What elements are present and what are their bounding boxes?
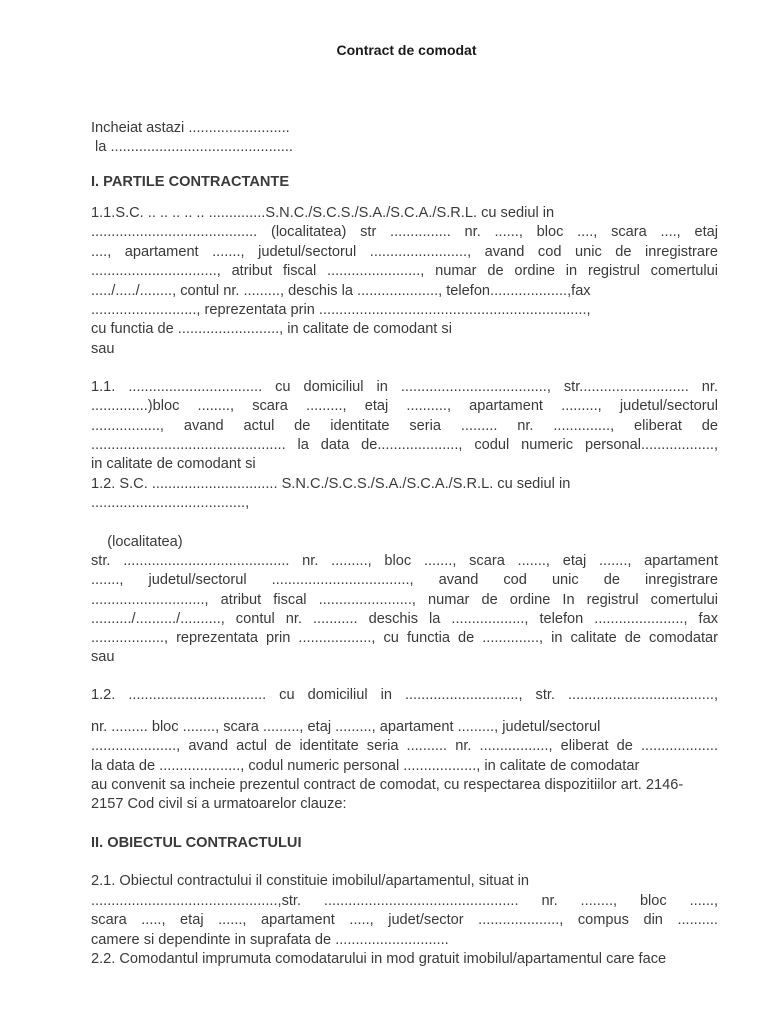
text-line: ............................, atribut fiscal ......................., numar de ordine In registrul comertului xyxy=(91,592,718,608)
text-line: 1.1.S.C. .. .. .. .. .. ..............S.N.C./S.C.S./S.A./S.C.A./S.R.L. cu sediul in xyxy=(91,205,555,221)
text-line: 2.2. Comodantul imprumuta comodatarului in mod gratuit imobilul/apartamentul care face xyxy=(91,951,667,967)
text-line: ................................................ la data de...................., codul numeric personal.................., xyxy=(91,437,718,453)
text-line: 2.1. Obiectul contractului il constituie imobilul/apartamentul, situat in xyxy=(91,873,530,889)
document-title: Contract de comodat xyxy=(336,42,477,58)
text-line: scara ....., etaj ......, apartament ....., judet/sector ...................., compus din .......... xyxy=(91,912,718,928)
text-line: ........../........../.........., contul nr. ........... deschis la .................., telefon ......................, fax xyxy=(91,611,718,627)
text-line: 1.1. ................................. cu domiciliul in ...................................., str........................... nr. xyxy=(91,379,718,395)
text-line: camere si dependinte in suprafata de ............................ xyxy=(91,932,449,948)
text-line: 2157 Cod civil si a urmatoarelor clauze: xyxy=(91,796,347,812)
text-line: str. ......................................... nr. ........., bloc ......., scara ......., etaj ......., apartament xyxy=(91,553,718,569)
text-line: ......................................, xyxy=(91,495,250,511)
text-line: in calitate de comodant si xyxy=(91,456,256,472)
text-line: cu functia de ........................., in calitate de comodant si xyxy=(91,321,452,337)
text-line: 1.2. .................................. cu domiciliul in ............................, str. ...................................., xyxy=(91,687,718,703)
text-line: 1.2. S.C. ............................... S.N.C./S.C.S./S.A./S.C.A./S.R.L. cu sediul in xyxy=(91,476,571,492)
text-line: Incheiat astazi ......................... xyxy=(91,120,290,136)
text-line: .................., reprezentata prin .................., cu functia de .............., in calitate de comodatar xyxy=(91,630,718,646)
section-heading: I. PARTILE CONTRACTANTE xyxy=(91,174,290,190)
text-line: ....................., avand actul de identitate seria .......... nr. ................., eliberat de ................... xyxy=(91,738,718,754)
text-line: ...../...../........, contul nr. ........., deschis la ...................., telefon...................,fax xyxy=(91,283,591,299)
text-line: au convenit sa incheie prezentul contract de comodat, cu respectarea dispozitiilor art. 2146- xyxy=(91,777,684,793)
text-line: la data de ...................., codul numeric personal .................., in calitate de comodatar xyxy=(91,758,640,774)
text-line: sau xyxy=(91,649,115,665)
text-line: ..............)bloc ........, scara ........., etaj .........., apartament ........., judetul/sectorul xyxy=(91,398,718,414)
text-line: ................., avand actul de identitate seria ......... nr. .............., eliberat de xyxy=(91,418,718,434)
text-line: (localitatea) xyxy=(91,534,183,550)
text-line: .........................., reprezentata prin .................................................................., xyxy=(91,302,591,318)
text-line: ..............................., atribut fiscal ......................., numar de ordine in registrul comertului xyxy=(91,263,718,279)
text-line: ...., apartament ......., judetul/sectorul ........................, avand cod unic de inregistrare xyxy=(91,244,718,260)
text-line: sau xyxy=(91,341,115,357)
text-line: la ............................................. xyxy=(91,139,293,155)
text-line: nr. ......... bloc ........, scara ........., etaj ........., apartament ........., judetul/sectorul xyxy=(91,719,601,735)
text-line: ..............................................,str. ................................................ nr. ........, bloc ......, xyxy=(91,893,718,909)
text-line: ......................................... (localitatea) str ............... nr. ......, bloc ...., scara ...., etaj xyxy=(91,224,718,240)
section-heading: II. OBIECTUL CONTRACTULUI xyxy=(91,835,302,851)
text-line: ......., judetul/sectorul .................................., avand cod unic de inregistrare xyxy=(91,572,718,588)
